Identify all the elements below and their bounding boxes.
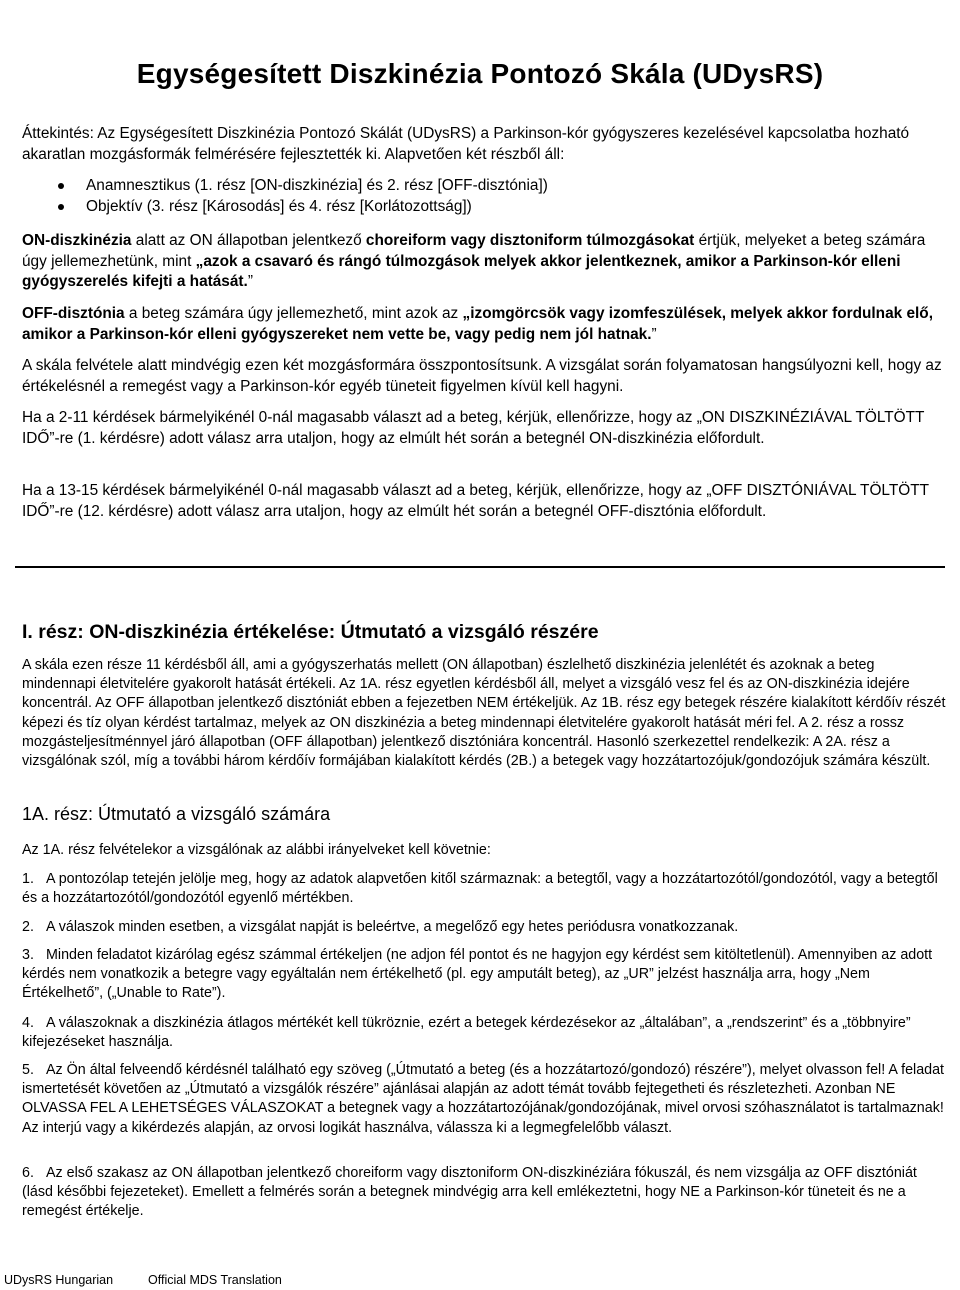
document-title: Egységesített Diszkinézia Pontozó Skála (UDysRS) (136, 58, 824, 89)
item-text: Minden feladatot kizárólag egész számmal értékeljen (ne adjon fél pontot és ne hagyjon egy kérdést sem kitöltetlenül). Amennyiben az adott kérdés nem vonatkozik a betegre vagy egyáltalán nem értékelhető (pl. egy amputált beteg), az „UR” jelzést használja arra, hogy „Nem Értékelhető”, („Unable to Rate”). (22, 947, 933, 1002)
on-dyskinesia-paragraph: ON-diszkinézia alatt az ON állapotban jelentkező choreiform vagy disztoniform túlmozgásokat értjük, melyeket a beteg számára úgy jellemezhetünk, mint „azok a csavaró és rángó túlmozgások melyek akkor jelentkeznek, amikor a Parkinson-kór elleni gyógyszerelés kifejti a hatását.” (22, 232, 926, 290)
item-text: Az Ön által felveendő kérdésnél található egy szöveg („Útmutató a beteg (és a hozzátartozó/gondozó) részére”), melyet olvasson fel! A feladat ismertetését követően az „Útmutató a vizsgálók részére” ajánlásai alapján az adott témát tovább fejtegetheti és részletezheti. Azonban NE OLVASSA FEL A LEHETSÉGES VÁLASZOKAT a betegnek vagy a hozzátartozójának/gondozójának, mivel orvosi szóhasználatot is tartalmaznak! Az interjú vagy a kikérdezés alapján, az orvosi logikát használva, válassza ki a legmegfelelőbb választ. (22, 1062, 945, 1136)
list-item (22, 918, 946, 937)
item-text: A pontozólap tetején jelölje meg, hogy az adatok alapvetően kitől származnak: a betegtől, vagy a hozzátartozótól/gondozótól, vagy a betegtől és a hozzátartozótól/gondozótól egyenlő mértékben. (22, 871, 938, 907)
item-number: 1. (22, 871, 34, 887)
list-item (22, 1061, 946, 1138)
part1a-lead: Az 1A. rész felvételekor a vizsgálónak az alábbi irányelveket kell követnie: (22, 842, 491, 858)
list-item (58, 176, 548, 197)
part1-heading: I. rész: ON-diszkinézia értékelése: Útmutató a vizsgáló részére (22, 621, 599, 643)
part1a-heading: 1A. rész: Útmutató a vizsgáló számára (22, 804, 331, 824)
bullet-icon (58, 204, 64, 210)
list-item (22, 946, 946, 1004)
parts-list (58, 176, 548, 218)
list-item (22, 870, 946, 908)
item-number: 5. (22, 1062, 34, 1078)
section-divider (15, 566, 945, 568)
item-number: 4. (22, 1015, 34, 1031)
list-item (22, 1014, 946, 1052)
questions-13-15-paragraph: Ha a 13-15 kérdések bármelyikénél 0-nál magasabb választ ad a beteg, kérjük, ellenőrizze, hogy az „OFF DISZTÓNIÁVAL TÖLTÖTT IDŐ”-re (12. kérdésre) adott válasz arra utaljon, hogy az elmúlt hét során a betegnél OFF-disztónia előfordult. (22, 482, 929, 520)
item-text: A válaszoknak a diszkinézia átlagos mértékét kell tükröznie, ezért a betegek kérdezésekor az „általában”, a „rendszerint” és a „többnyire” kifejezéseket használja. (22, 1015, 911, 1051)
item-text: Az első szakasz az ON állapotban jelentkező choreiform vagy disztoniform ON-diszkinéziára fókuszál, és nem vizsgálja az OFF disztóniát (lásd későbbi fejezeteket). Emellett a felmérés során a betegnek mindvégig arra kell emlékeztetni, hogy NE a Parkinson-kór tüneteit és ne a remegést értékelje. (22, 1165, 917, 1220)
off-dystonia-term: OFF-disztónia (22, 305, 125, 322)
on-dyskinesia-term: ON-diszkinézia (22, 232, 132, 249)
footer-right: Official MDS Translation (148, 1273, 282, 1287)
part1-intro-paragraph: A skála ezen része 11 kérdésből áll, ami a gyógyszerhatás mellett (ON állapotban) észlelhető diszkinézia jelenlétét és azoknak a beteg mindennapi életvitelére gyakorolt hatását értékeli. Az 1A. rész egyetlen kérdésből áll, melyet a vizsgáló vesz fel és az ON-diszkinézia idejére koncentrál. Az OFF állapotban jelentkező disztóniát ebben a fejezetben NEM értékeljük. Az 1B. rész egy betegek részére kialakított kérdőív részét képezi és tíz olyan kérdést tartalmaz, melyek az ON diszkinézia a beteg mindennapi életvitelére gyakorolt hatását méri fel. A 2. rész a rossz mozgásteljesítménnyel járó állapotban (OFF állapotban) jelentkező disztóniára koncentrál. Hasonló szerkezettel rendelkezik: A 2A. rész a vizsgálónak szól, míg a további három kérdőív formájában kialakított kérdés (2B.) a betegek vagy hozzátartozójuk/gondozójuk számára készült. (22, 657, 946, 770)
footer-left: UDysRS Hungarian (4, 1273, 114, 1287)
bullet-text: Anamnesztikus (1. rész [ON-diszkinézia] és 2. rész [OFF-disztónia]) (86, 177, 548, 194)
item-number: 3. (22, 947, 34, 963)
bullet-text: Objektív (3. rész [Károsodás] és 4. rész [Korlátozottság]) (86, 197, 472, 215)
questions-2-11-paragraph: Ha a 2-11 kérdések bármelyikénél 0-nál magasabb választ ad a beteg, kérjük, ellenőrizze, hogy az „ON DISZKINÉZIÁVAL TÖLTÖTT IDŐ”-re (1. kérdésre) adott válasz arra utaljon, hogy az elmúlt hét során a betegnél ON-diszkinézia előfordult. (22, 409, 925, 447)
list-item (22, 1164, 946, 1222)
off-dystonia-paragraph: OFF-disztónia a beteg számára úgy jellemezhető, mint azok az „izomgörcsök vagy izomfeszülések, melyek akkor fordulnak elő, amikor a Parkinson-kór elleni gyógyszereket nem vette be, vagy pedig nem jól hatnak.” (22, 305, 933, 343)
bullet-icon (58, 183, 64, 189)
scale-note-paragraph: A skála felvétele alatt mindvégig ezen két mozgásformára összpontosítsunk. A vizsgálat során folyamatosan hangsúlyozni kell, hogy az értékelésnél a remegést vagy a Parkinson-kór egyéb tüneteit figyelmen kívül kell hagyni. (22, 357, 942, 395)
list-item (58, 197, 548, 218)
intro-paragraph: Áttekintés: Az Egységesített Diszkinézia Pontozó Skálát (UDysRS) a Parkinson-kór gyógyszeres kezelésével kapcsolatba hozható akaratlan mozgásformák felmérésére fejlesztették ki. Alapvetően két részből áll: (22, 125, 910, 163)
item-number: 6. (22, 1165, 34, 1181)
item-text: A válaszok minden esetben, a vizsgálat napját is beleértve, a megelőző egy hetes periódusra vonatkozzanak. (46, 919, 739, 935)
item-number: 2. (22, 919, 34, 935)
